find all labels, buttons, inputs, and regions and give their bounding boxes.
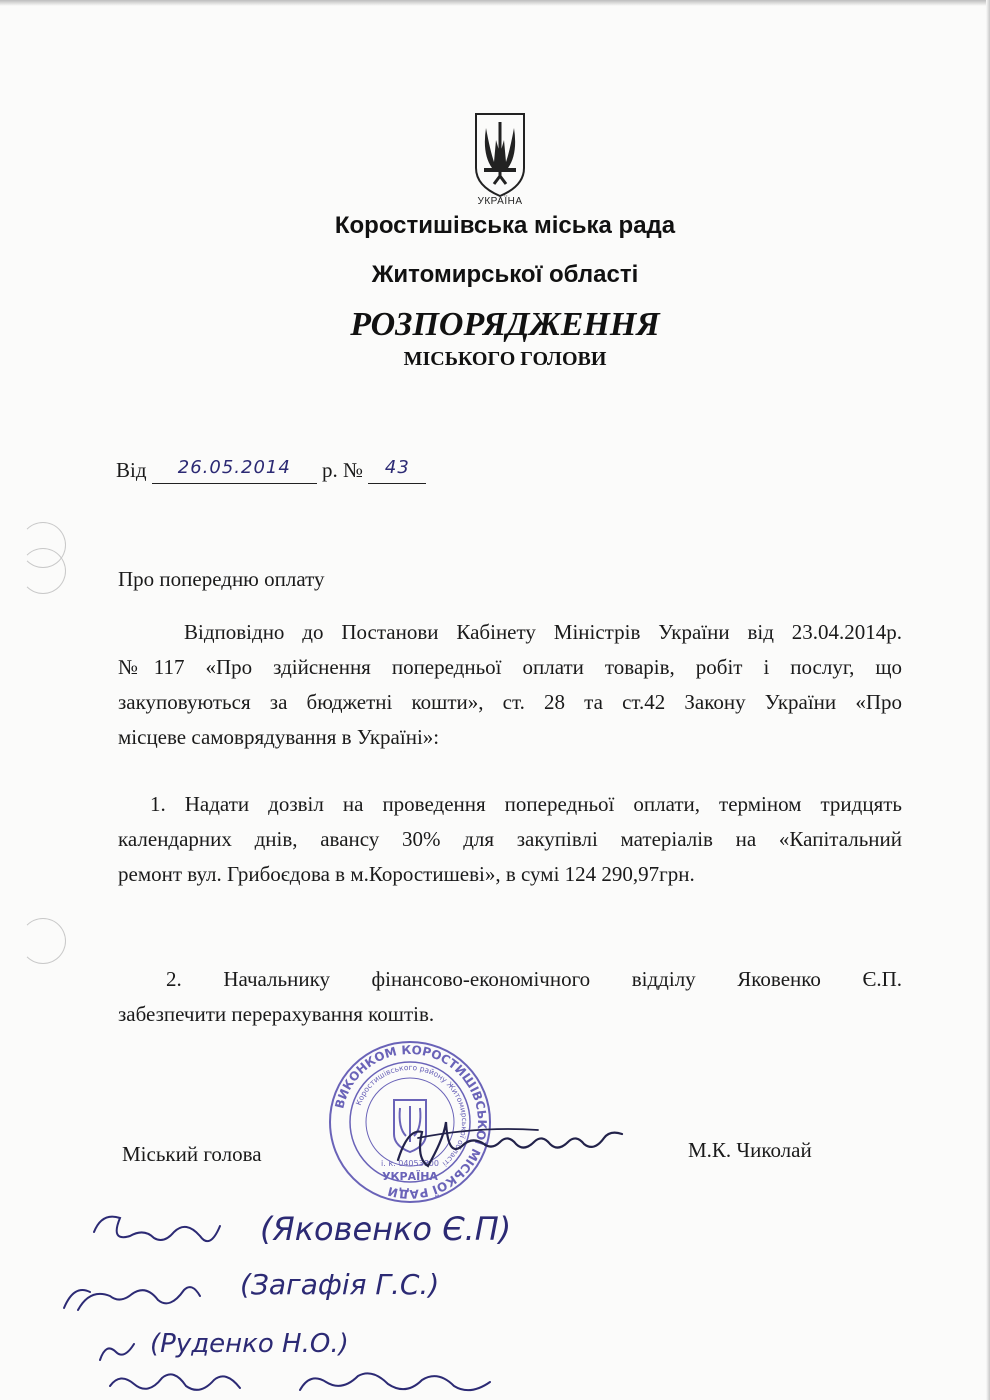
- order-item-1: [118, 787, 902, 892]
- date-field: [152, 458, 317, 484]
- svg-text:і. к. 04053800: і. к. 04053800: [381, 1159, 439, 1168]
- number-label: №: [343, 458, 364, 482]
- region-name: Житомирської області: [371, 261, 639, 288]
- preamble-line: Відповідно до Постанови Кабінету Міністрів України від 23.04.2014р.: [184, 620, 902, 644]
- number-field: [368, 458, 426, 484]
- scan-edge-top: [0, 0, 990, 6]
- document-subject: Про попередню оплату: [118, 567, 325, 591]
- approval-name-1: (Яковенко Є.П): [260, 1210, 512, 1248]
- preamble-paragraph: [118, 615, 902, 755]
- year-suffix: р.: [322, 458, 338, 482]
- item-1-line: ремонт вул. Грибоєдова в м.Коростишеві», в сумі 124 290,97грн.: [118, 862, 695, 886]
- council-name: Коростишівська міська рада: [334, 212, 676, 239]
- date-value: 26.05.2014: [177, 457, 291, 478]
- approval-name-2: (Загафія Г.С.): [240, 1268, 440, 1301]
- item-2-line: 2. Начальнику фінансово-економічного відділу Яковенко Є.П.: [166, 967, 902, 991]
- number-value: 43: [384, 457, 410, 478]
- approval-name-3: (Руденко Н.О.): [150, 1329, 349, 1359]
- item-1-line: календарних днів, авансу 30% для закупівлі матеріалів на «Капітальний: [118, 827, 902, 851]
- svg-text:УКРАЇНА: УКРАЇНА: [382, 1170, 438, 1183]
- order-item-2: [118, 962, 902, 1032]
- scan-edge-right: [986, 0, 990, 1400]
- date-number-line: [116, 458, 426, 484]
- punch-hole-bottom: [20, 918, 66, 964]
- approval-signatures: [50, 1192, 610, 1400]
- svg-text:Коростишівського району Житоми: Коростишівського району Житомирської області: [353, 1062, 470, 1169]
- signatory-position: Міський голова: [122, 1142, 262, 1166]
- date-from-label: Від: [116, 458, 147, 482]
- document-issuer: МІСЬКОГО ГОЛОВИ: [403, 348, 607, 370]
- preamble-line: місцеве самоврядування в Україні»:: [118, 725, 440, 749]
- emblem-label: УКРАЇНА: [477, 196, 523, 207]
- signatory-name: М.К. Чиколай: [688, 1138, 812, 1162]
- item-1-line: 1. Надати дозвіл на проведення попередньої оплати, терміном тридцять: [150, 792, 902, 816]
- trident-coat-of-arms-icon: [470, 110, 530, 200]
- item-2-line: забезпечити перерахування коштів.: [118, 1002, 435, 1026]
- preamble-line: №117 «Про здійснення попередньої оплати товарів, робіт і послуг, що: [118, 655, 902, 679]
- document-type: РОЗПОРЯДЖЕННЯ: [350, 306, 660, 343]
- punch-hole-top-2: [20, 548, 66, 594]
- mayor-signature: [388, 1108, 638, 1178]
- preamble-line: закуповуються за бюджетні кошти», ст. 28 та ст.42 Закону України «Про: [118, 690, 902, 714]
- svg-text:ВИКОНКОМ КОРОСТИШІВСЬКОЇ МІСЬК: ВИКОНКОМ КОРОСТИШІВСЬКОЇ МІСЬКОЇ РАДИ: [332, 1042, 490, 1202]
